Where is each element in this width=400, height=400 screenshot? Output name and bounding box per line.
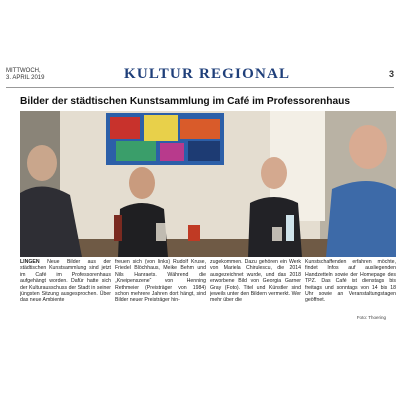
issue-weekday: MITTWOCH, xyxy=(6,68,41,74)
article-column-2: freuen sich (von links) Rudolf Kruse, Friedel Blöchhaus, Meike Behm und Nils Hanraets. Während die „Kneipenszene“ von Henning Rethmeier (Preisträger von 1984) schon mehrere Jahren dort hängt, sind Bilder neuer Preisträger hin- xyxy=(115,259,206,304)
issue-day: 3. APRIL 2019 xyxy=(6,75,45,81)
wall-painting xyxy=(106,113,224,165)
section-title: KULTUR REGIONAL xyxy=(124,66,291,82)
article-headline: Bilder der städtischen Kunstsammlung im Café im Professorenhaus xyxy=(20,96,351,107)
edge-mark: 3 xyxy=(388,69,394,79)
article-column-3: zugekommen. Dazu gehören ein Werk von Mariela Chirulescu, die 2014 ausgezeichnet wurde, und das 2018 erworbene Bild von Georgia Garner Gray (Foto). Titel und Künstler sind jeweils unter den Bildern vermerkt. Wer mehr über die xyxy=(210,259,301,304)
article-body xyxy=(20,259,396,315)
article-column-4: Kunstschaffenden erfahren möchte, findet Infos auf ausliegenden Handzetteln sowie der Homepage des TPZ. Das Café ist dienstags bis freitags und sonntags von 14 bis 18 Uhr sowie an Veranstaltungstagen geöffnet. xyxy=(305,259,396,304)
article-dateline: LINGEN xyxy=(20,259,40,265)
masthead-rule xyxy=(6,87,394,88)
issue-date xyxy=(6,68,44,82)
masthead xyxy=(6,66,394,88)
column-1-text: Neue Bilder aus der städtischen Kunstsammlung sind jetzt im Café im Professorenhaus aufgehängt worden. Dafür hatte sich der Kulturausschuss der Stadt in seiner jüngsten Sitzung ausgesprochen. Über das neue Ambiente xyxy=(20,259,111,304)
photo-credit: Foto: Thoering xyxy=(356,315,386,320)
article-photo xyxy=(20,111,396,257)
photo-illustration xyxy=(20,111,396,257)
article-column-1 xyxy=(20,259,111,315)
